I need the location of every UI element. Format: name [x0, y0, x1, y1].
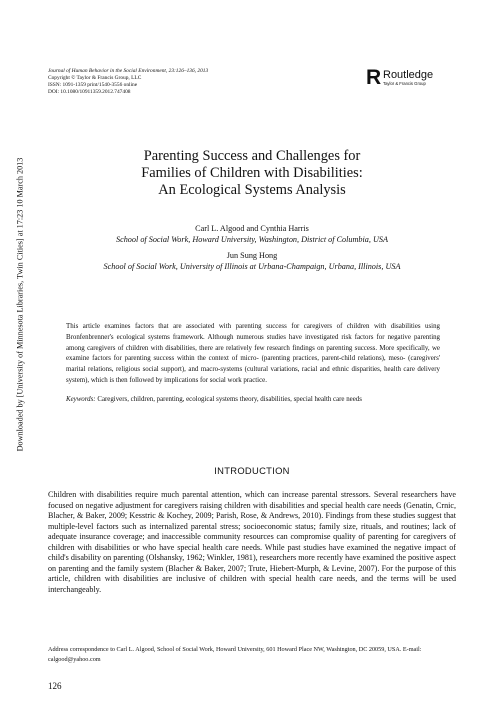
author-affiliation-1: School of Social Work, Howard University, Washington, District of Columbia, USA	[115, 234, 388, 244]
article-title	[60, 148, 444, 199]
section-heading: INTRODUCTION	[214, 465, 290, 476]
journal-metadata	[48, 68, 348, 96]
publisher-group: Taylor & Francis Group	[383, 81, 426, 86]
publisher-name: Routledge	[383, 69, 434, 81]
journal-issn: ISSN: 1091-1359 print/1540-3556 online	[48, 82, 138, 89]
title-line-3: An Ecological Systems Analysis	[158, 182, 346, 198]
journal-copyright: Copyright © Taylor & Francis Group, LLC	[48, 75, 142, 82]
title-line-1: Parenting Success and Challenges for	[143, 148, 361, 164]
author-block	[60, 224, 444, 272]
author-names-1: Carl L. Algood and Cynthia Harris	[195, 224, 309, 233]
publisher-logo	[366, 67, 456, 91]
journal-citation: Journal of Human Behavior in the Social Environment, 23:126–136, 2013	[48, 68, 209, 74]
author-affiliation-2: School of Social Work, University of Illinois at Urbana-Champaign, Urbana, Illinois, USA	[103, 261, 401, 271]
keywords-text: Caregivers, children, parenting, ecological systems theory, disabilities, special health care needs	[97, 396, 362, 403]
routledge-r-icon: R	[366, 66, 382, 89]
abstract: This article examines factors that are associated with parenting success for caregivers of children with disabilities using Bronfenbrenner's ecological systems framework. Although numerous studies have investigated risk factors for negative parenting among caregivers of children with disabilities, there are relatively few research findings on parenting success. More specifically, we examine factors for parenting success within the context of micro- (parenting practices, parent-child relations), meso- (caregivers' marital relations, religious social support), and macro-systems (cultural variations, racial and ethnic disparities, health care delivery system), which is then followed by implications for social work practice.	[66, 323, 440, 384]
page-number: 126	[48, 681, 62, 691]
title-line-2: Families of Children with Disabilities:	[141, 165, 363, 181]
intro-paragraph: Children with disabilities require much parental attention, which can increase parental stressors. Several researchers have focused on negative adjustment for caregivers raising children with disabilities and special health care needs (Genatin, Crnic, Blacher, & Baker, 2009; Kesstric & Kochey, 2009; Parish, Rose, & Andrews, 2010). Findings from these studies suggest that multiple-level factors such as internalized parental stress; socioeconomic status; family size, rituals, and routines; lack of adequate insurance coverage; and inaccessible community resources can compromise quality of parenting for caregivers of children with disabilities or who have special health care needs. While past studies have examined the negative impact of child's disability on parenting (Olshansky, 1962; Winkler, 1981), researchers more recently have examined the positive aspect on parenting and the family system (Blacher & Baker, 2007; Trute, Hiebert-Murph, & Levine, 2007). For the purpose of this article, children with disabilities are inclusive of children with special health care needs, and the terms will be used interchangeably.	[48, 490, 456, 594]
correspondence-footnote: Address correspondence to Carl L. Algood, School of Social Work, Howard University, 601 Howard Place NW, Washington, DC 20059, USA. E-mail: calgood@yahoo.com	[48, 646, 422, 663]
keywords-label: Keywords:	[66, 396, 96, 403]
download-watermark: Downloaded by [University of Minnesota Libraries, Twin Cities] at 17:23 10 March 2013	[15, 157, 25, 452]
keywords	[66, 395, 440, 406]
author-names-2: Jun Sung Hong	[226, 251, 278, 260]
journal-doi: DOI: 10.1080/10911359.2012.747408	[48, 89, 131, 96]
